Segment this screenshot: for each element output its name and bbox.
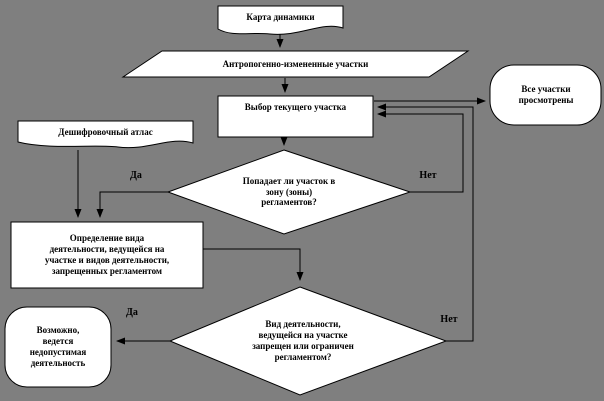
node-zone-decision-label: Попадает ли участок в зону (зоны) регламентов?	[242, 175, 336, 208]
terminator-shape-possible-violation	[5, 307, 111, 387]
node-map-dynamics-label: Карта динамики	[246, 12, 315, 23]
connector-zone-yes-to-define	[100, 192, 168, 217]
connector-define-to-activity-decision	[203, 249, 300, 280]
document-shape-map-dynamics	[218, 6, 343, 34]
edge-label-zone-yes: Да	[130, 170, 142, 181]
process-shape-define-activity	[11, 222, 203, 288]
node-possible-violation-label: Возможно, ведется недопустимая деятельность	[29, 325, 87, 368]
decision-shape-zone	[168, 150, 410, 234]
node-all-sites-viewed-label: Все участки просмотрены	[518, 84, 574, 105]
edge-label-activity-no: Нет	[440, 314, 458, 325]
edge-label-zone-no: Нет	[419, 170, 437, 181]
terminator-shape-all-sites-viewed	[490, 65, 601, 125]
node-select-current-site-label: Выбор текущего участка	[244, 102, 347, 112]
node-activity-decision-label: Вид деятельности, ведущейся на участке запрещен или ограничен регламентом?	[252, 319, 354, 362]
connector-activity-no-return	[378, 107, 473, 341]
parallelogram-shape-anthropogenic-sites	[123, 51, 468, 77]
edge-label-activity-yes: Да	[126, 307, 138, 318]
node-anthropogenic-sites-label: Антропогенно-измененные участки	[222, 58, 369, 69]
connector-zone-no-return	[378, 114, 463, 192]
node-decoding-atlas-label: Дешифровочный атлас	[58, 127, 153, 138]
decision-shape-activity	[170, 287, 446, 395]
process-shape-select-current-site	[218, 96, 373, 137]
document-shape-decoding-atlas	[18, 121, 193, 148]
node-define-activity-label: Определение вида деятельности, ведущейся на участке и видов деятельности, запрещенных регламентом	[44, 233, 170, 276]
